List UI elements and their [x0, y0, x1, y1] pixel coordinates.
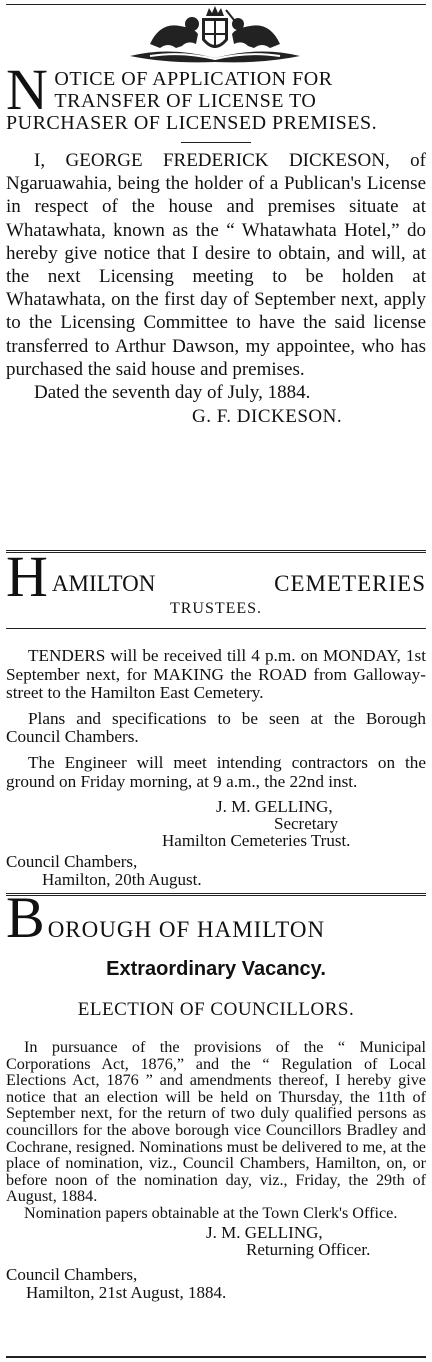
- drop-cap: B: [6, 885, 46, 950]
- notice-body: [6, 647, 426, 791]
- notice-subtitle: Extraordinary Vacancy.: [106, 958, 326, 980]
- signature-name: J. M. GELLING,: [216, 797, 333, 817]
- signature-org: Hamilton Cemeteries Trust.: [162, 831, 351, 851]
- place-line: Council Chambers,: [6, 1264, 138, 1284]
- notice-paragraph: The Engineer will meet intending contractors on the ground on Friday morning, at 9 a.m., the 22nd inst.: [6, 752, 426, 791]
- notice-title: [6, 57, 426, 134]
- divider: [6, 628, 426, 629]
- place-line: Hamilton, 21st August, 1884.: [26, 1282, 227, 1302]
- notice-body: [6, 1039, 426, 1222]
- notice-paragraph: Nomination papers obtainable at the Town Clerk's Office.: [24, 1203, 398, 1222]
- place-line: Hamilton, 20th August.: [42, 870, 202, 890]
- notice-subtitle: TRUSTEES.: [169, 600, 263, 617]
- bottom-rule: [6, 1356, 426, 1358]
- notice-paragraph: TENDERS will be received till 4 p.m. on MONDAY, 1st September next, for MAKING the ROAD from Galloway-street to the Hamilton East Cemetery.: [6, 646, 426, 703]
- signature-role: Secretary: [274, 814, 339, 834]
- notice-subtitle-secondary: ELECTION OF COUNCILLORS.: [77, 999, 355, 1020]
- section-divider: [6, 550, 426, 553]
- notice-borough-election: [6, 885, 426, 1302]
- drop-cap: H: [6, 544, 48, 609]
- notice-place: [6, 853, 426, 889]
- signature-role: Returning Officer.: [246, 1239, 371, 1259]
- notice-title-word: CEMETERIES: [274, 571, 426, 596]
- notice-signature: [6, 1224, 426, 1258]
- notice-place: [6, 1266, 426, 1302]
- section-divider: [6, 893, 426, 896]
- notice-title-text: OTICE OF APPLICATION FOR TRANSFER OF LICENSE TO PURCHASER OF LICENSED PREMISES.: [6, 68, 378, 134]
- notice-paragraph: Plans and specifications to be seen at the Borough Council Chambers.: [6, 708, 426, 747]
- notice-license-transfer: [6, 57, 426, 429]
- royal-coat-of-arms-icon: [110, 4, 320, 68]
- notice-paragraph: In pursuance of the provisions of the “ Municipal Corporations Act, 1876,” and the “ Regulation of Local Elections Act, 1876 ” and amendments thereof, I hereby give notice that an election will be held on Thursday, the 11th of September next, for the return of two duly qualified persons as councillors for the above borough vice Councillors Bradley and Cochrane, resigned. Nominations must be delivered to me, at the place of nomination, viz., Council Chambers, Hamilton, on, or before noon of the nomination day, viz., Friday, the 29th of August, 1884.: [6, 1038, 426, 1206]
- signature-name: J. M. GELLING,: [206, 1222, 323, 1242]
- notice-body: [6, 149, 426, 381]
- notice-paragraph: I, GEORGE FREDERICK DICKESON, of Ngaruawahia, being the holder of a Publican's License in respect of the house and premises situate at Whatawhata, known as the “ Whatawhata Hotel,” do hereby give notice that I desire to obtain, and will, at the next Licensing meeting to be holden at Whatawhata, on the first day of September next, apply to the Licensing Committee to have the said license transferred to Arthur Dawson, my appointee, who has purchased the said house and premises.: [6, 150, 426, 380]
- notice-title-text: OROUGH OF HAMILTON: [47, 917, 326, 942]
- notice-dated: Dated the seventh day of July, 1884.: [34, 382, 311, 404]
- notice-title-word: AMILTON: [51, 571, 156, 596]
- notice-signature: G. F. DICKESON.: [192, 406, 343, 428]
- notice-signature: [6, 798, 426, 849]
- notice-cemeteries-tender: [6, 544, 426, 890]
- drop-cap: N: [6, 57, 49, 122]
- place-line: Council Chambers,: [6, 852, 138, 872]
- divider: [181, 142, 251, 143]
- notice-title: [6, 885, 426, 950]
